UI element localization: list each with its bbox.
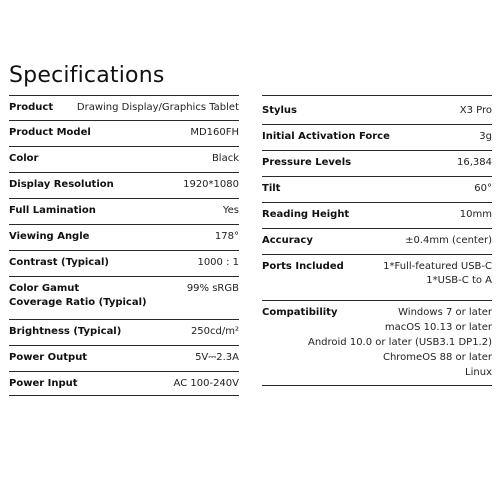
- spec-label: Pressure Levels: [262, 157, 352, 168]
- spec-value: Drawing Display/Graphics Tablet: [76, 102, 239, 113]
- spec-label: Viewing Angle: [9, 231, 90, 242]
- spec-value: Yes: [222, 205, 239, 216]
- spec-row-full-lamination: [9, 198, 239, 224]
- spec-label: Compatibility: [262, 307, 338, 318]
- spec-row-display-resolution: [9, 172, 239, 198]
- page-title: Specifications: [9, 63, 165, 88]
- spec-label: Full Lamination: [9, 205, 96, 216]
- spec-row-contrast: [9, 250, 239, 276]
- spec-value: Windows 7 or later: [398, 307, 492, 318]
- spec-value: 99% sRGB: [186, 283, 239, 294]
- spec-row-color-gamut: [9, 276, 239, 319]
- spec-row-ports-included: [262, 254, 492, 300]
- specs-right-column: [262, 95, 492, 386]
- spec-value: MD160FH: [190, 127, 239, 138]
- spec-label: Ports Included: [262, 261, 344, 272]
- spec-label: Contrast (Typical): [9, 257, 109, 268]
- spec-row-tilt: [262, 176, 492, 202]
- spec-value: 5V⎓2.3A: [195, 352, 239, 363]
- spec-value: 60°: [474, 183, 492, 194]
- spec-label: Display Resolution: [9, 179, 114, 190]
- spec-label: Initial Activation Force: [262, 131, 390, 142]
- spec-value: 16,384: [457, 157, 492, 168]
- spec-label: Color: [9, 153, 39, 164]
- spec-label: Tilt: [262, 183, 281, 194]
- spec-value: Linux: [465, 367, 492, 378]
- spec-row-accuracy: [262, 228, 492, 254]
- spec-value: macOS 10.13 or later: [384, 322, 492, 333]
- spec-row-brightness: [9, 319, 239, 345]
- spec-row-power-output: [9, 345, 239, 371]
- spec-value: ±0.4mm (center): [405, 235, 492, 246]
- spec-row-pressure-levels: [262, 150, 492, 176]
- spec-label: Product: [9, 102, 54, 113]
- spec-row-color: [9, 146, 239, 172]
- spec-value: Android 10.0 or later (USB3.1 DP1.2): [307, 337, 492, 348]
- spec-value: 10mm: [459, 209, 492, 220]
- spec-label: Brightness (Typical): [9, 326, 122, 337]
- spec-value: 1920*1080: [183, 179, 239, 190]
- spec-value: 3g: [479, 131, 492, 142]
- spec-label: Stylus: [262, 105, 297, 116]
- spec-row-product: [9, 95, 239, 120]
- spec-row-stylus: [262, 95, 492, 124]
- spec-row-viewing-angle: [9, 224, 239, 250]
- specs-left-column: [9, 95, 239, 396]
- spec-label: Product Model: [9, 127, 91, 138]
- spec-value: 178°: [214, 231, 239, 242]
- spec-row-product-model: [9, 120, 239, 146]
- spec-label: Power Output: [9, 352, 88, 363]
- spec-label: Power Input: [9, 378, 78, 389]
- spec-row-power-input: [9, 371, 239, 396]
- spec-value: AC 100-240V: [173, 378, 239, 389]
- spec-label: Coverage Ratio (Typical): [9, 297, 147, 308]
- spec-value: 1*Full-featured USB-C: [383, 261, 492, 272]
- spec-row-compatibility: [262, 300, 492, 386]
- spec-value: X3 Pro: [459, 105, 492, 116]
- spec-label: Accuracy: [262, 235, 313, 246]
- spec-row-reading-height: [262, 202, 492, 228]
- spec-value: ChromeOS 88 or later: [382, 352, 492, 363]
- spec-row-initial-activation-force: [262, 124, 492, 150]
- spec-value: Black: [211, 153, 239, 164]
- spec-value: 1000 : 1: [197, 257, 239, 268]
- spec-label: Color Gamut: [9, 283, 80, 294]
- spec-label: Reading Height: [262, 209, 350, 220]
- spec-value: 250cd/m²: [190, 326, 239, 337]
- spec-value: 1*USB-C to A: [426, 275, 492, 286]
